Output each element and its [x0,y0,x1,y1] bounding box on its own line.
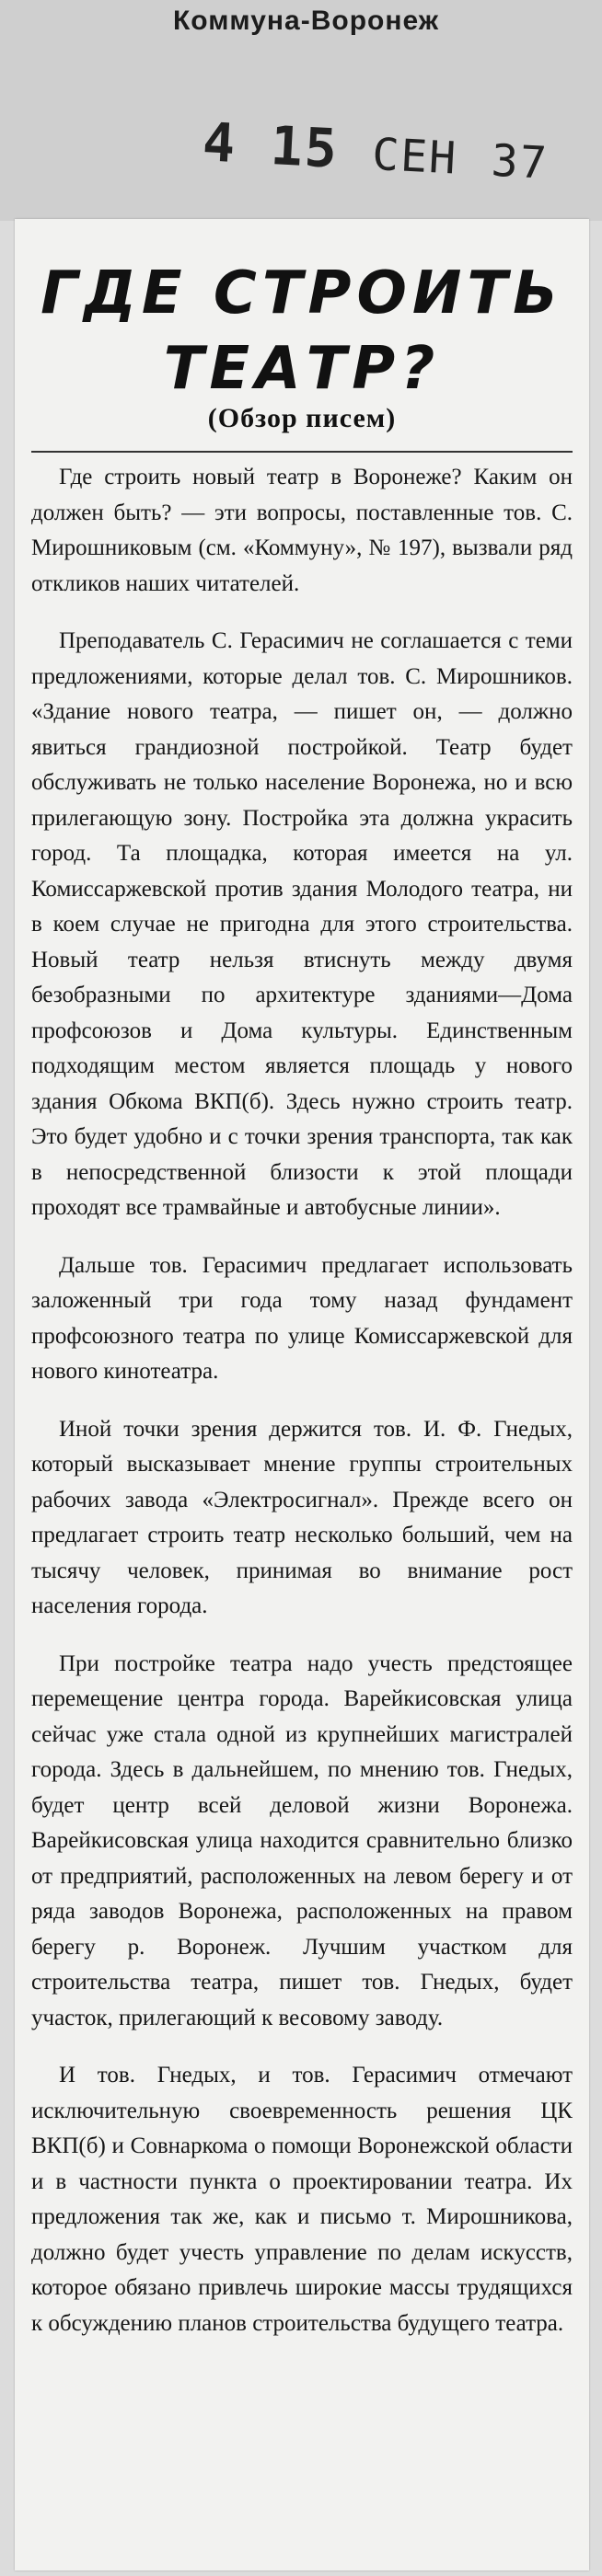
article-paragraph-3: Дальше тов. Герасимич предлагает использовать заложенный три года тому назад фундамент профсоюзного театра по улице Комиссаржевской для нового кинотеатра. [31,1252,573,1384]
date-stamp-year: 37 [490,134,550,190]
article-paragraph-6: И тов. Гнедых, и тов. Герасимич отмечают исключительную своевременность решения ЦК ВКП(б) и Совнаркома о помощи Воронежской области и в частности пункта о проектировании театра. Их предложения так же, как и письмо т. Мирошникова, должно будет учесть управление по делам искусств, которое обязано привлечь широкие массы трудящихся к обсуждению планов строительства будущего театра. [31,2063,573,2336]
date-stamp-month: СЕН [370,128,459,185]
date-stamp-number: 4 [201,110,238,176]
article-paragraph-1: Где строить новый театр в Воронеже? Каким он должен быть? — эти вопросы, поставленные тов. С. Мирошниковым (см. «Коммуну», № 197), вызвали ряд откликов наших читателей. [31,465,573,596]
article-headline: ГДЕ СТРОИТЬ ТЕАТР? [41,259,563,403]
article-paragraph-4: Иной точки зрения держится тов. И. Ф. Гнедых, который высказывает мнение группы строительных рабочих завода «Электросигнал». Прежде всего он предлагает строить театр несколько больший, чем на тысячу человек, принимая во внимание рост населения города. [31,1416,573,1618]
article-paragraph-2: Преподаватель С. Герасимич не соглашается с теми предложениями, которые делал тов. С. Мирошников. «Здание нового театра, — пишет он, — должно явиться грандиозной постройкой. Театр будет обслуживать не только население Воронежа, но и всю прилегающую зону. Постройка эта должна украсить город. Та площадка, которая имеется на ул. Комиссаржевской против здания Молодого театра, ни в коем случае не пригодна для этого строительства. Новый театр нельзя втиснуть между двумя безобразными по архитектуре зданиями—Дома профсоюзов и Дома культуры. Единственным подходящим местом является площадь у нового здания Обкома ВКП(б). Здесь нужно строить театр. Это будет удобно и с точки зрения транспорта, так как в непосредственной близости к этой площади проходят все трамвайные и автобусные линии». [31,628,573,1220]
archive-header-strip [0,0,602,221]
headline-divider [31,451,573,453]
article-subtitle: (Обзор писем) [207,403,397,433]
newspaper-source-stamp: Коммуна-Воронеж [173,6,440,36]
newspaper-clipping [15,219,589,2570]
article-paragraph-5: При постройке театра надо учесть предстоящее перемещение центра города. Варейкисовская улица сейчас уже стала одной из крупнейших магистралей города. Здесь в дальнейшем, по мнению тов. Гнедых, будет центр всей деловой жизни Воронежа. Варейкисовская улица находится сравнительно близко от предприятий, расположенных на левом берегу и от ряда заводов Воронежа, расположенных на правом берегу р. Воронеж. Лучшим участком для строительства театра, пишет тов. Гнедых, будет участок, прилегающий к весовому заводу. [31,1650,573,2030]
article-body [31,460,573,2363]
date-stamp [201,110,550,191]
date-stamp-day: 15 [269,114,341,180]
